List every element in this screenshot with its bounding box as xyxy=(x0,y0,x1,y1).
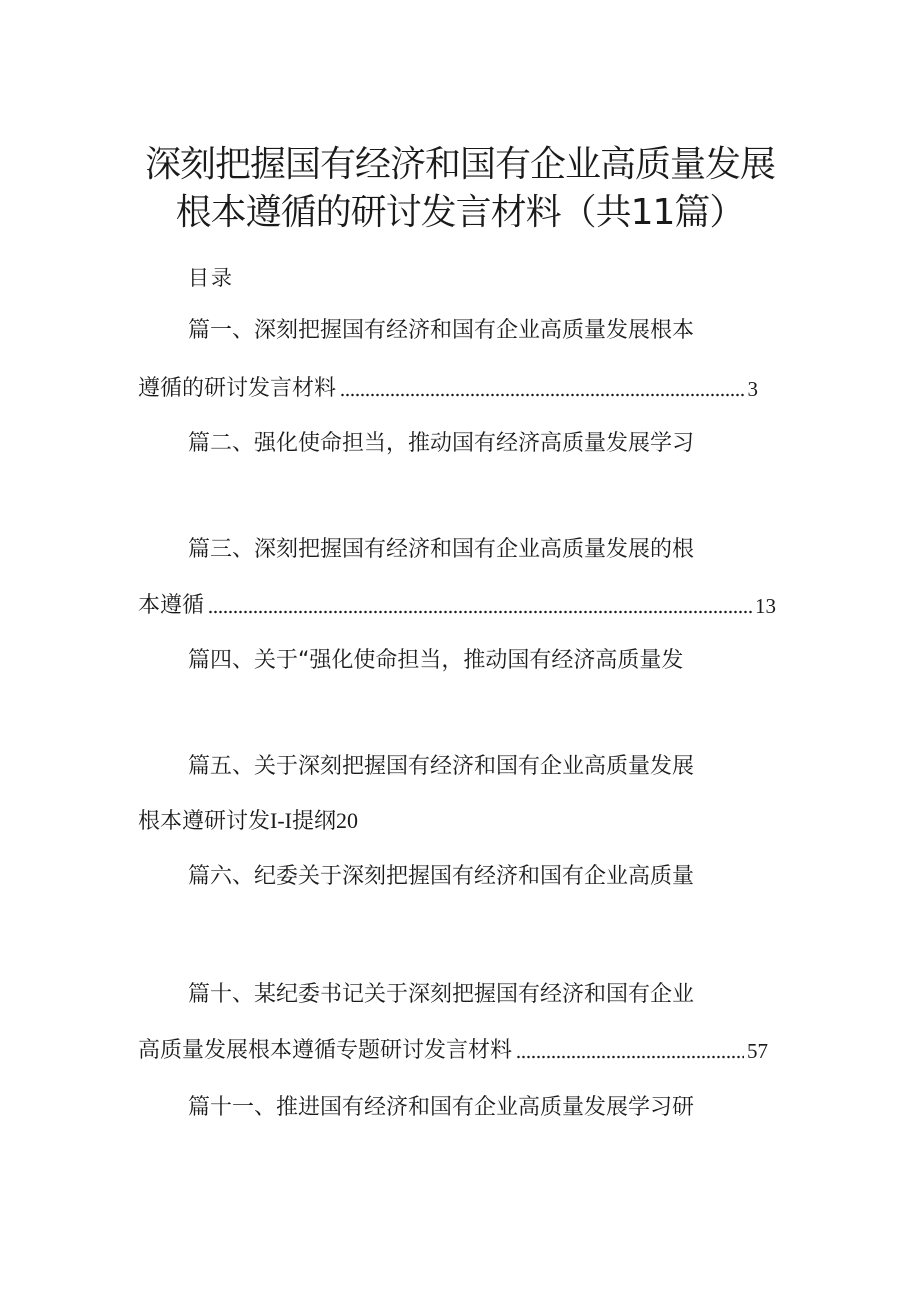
toc-entry-7-line-1[interactable]: 篇十、某纪委书记关于深刻把握国有经济和国有企业 xyxy=(188,982,695,1007)
toc-entry-3-line-2[interactable] xyxy=(138,591,776,621)
toc-entry-7-text: 高质量发展根本遵循专题研讨发言材料 xyxy=(138,1038,513,1063)
toc-entry-5-text-2: 提纲 xyxy=(292,809,337,834)
toc-entry-6-line-1[interactable]: 篇六、纪委关于深刻把握国有经济和国有企业高质量 xyxy=(188,864,695,889)
toc-entry-1-line-1[interactable]: 篇一、深刻把握国有经济和国有企业高质量发展根本 xyxy=(188,318,695,343)
toc-entry-4-line-1[interactable]: 篇四、关于“强化使命担当，推动国有经济高质量发 xyxy=(188,648,684,673)
toc-entry-1-text: 遵循的研讨发言材料 xyxy=(138,376,337,401)
toc-entry-5-text: 根本遵研讨发 xyxy=(138,809,271,834)
toc-entry-5-line-2[interactable] xyxy=(138,806,358,837)
toc-entry-2-line-1[interactable]: 篇二、强化使命担当，推动国有经济高质量发展学习 xyxy=(188,431,695,456)
document-title-line-1: 深刻把握国有经济和国有企业高质量发展 xyxy=(144,144,775,185)
toc-entry-1-line-2[interactable] xyxy=(138,374,758,404)
toc-heading: 目录 xyxy=(188,266,234,290)
document-title-line-2: 根本遵循的研讨发言材料（共11篇） xyxy=(175,192,745,233)
toc-entry-5-line-1[interactable]: 篇五、关于深刻把握国有经济和国有企业高质量发展 xyxy=(188,754,695,779)
toc-entry-3-text: 本遵循 xyxy=(138,593,205,618)
toc-entry-1-page-number: 3 xyxy=(747,377,758,401)
toc-entry-5-page-number: 20 xyxy=(336,808,359,833)
toc-entry-3-page-number: 13 xyxy=(755,594,776,618)
dot-leader xyxy=(516,1055,744,1059)
toc-entry-5-fragment: I-I xyxy=(270,808,292,833)
toc-entry-8-line-1[interactable]: 篇十一、推进国有经济和国有企业高质量发展学习研 xyxy=(188,1095,695,1120)
dot-leader xyxy=(340,393,744,397)
toc-entry-7-page-number: 57 xyxy=(747,1039,768,1063)
toc-entry-3-line-1[interactable]: 篇三、深刻把握国有经济和国有企业高质量发展的根 xyxy=(188,537,695,562)
toc-entry-7-line-2[interactable] xyxy=(138,1036,768,1066)
dot-leader xyxy=(208,610,752,614)
